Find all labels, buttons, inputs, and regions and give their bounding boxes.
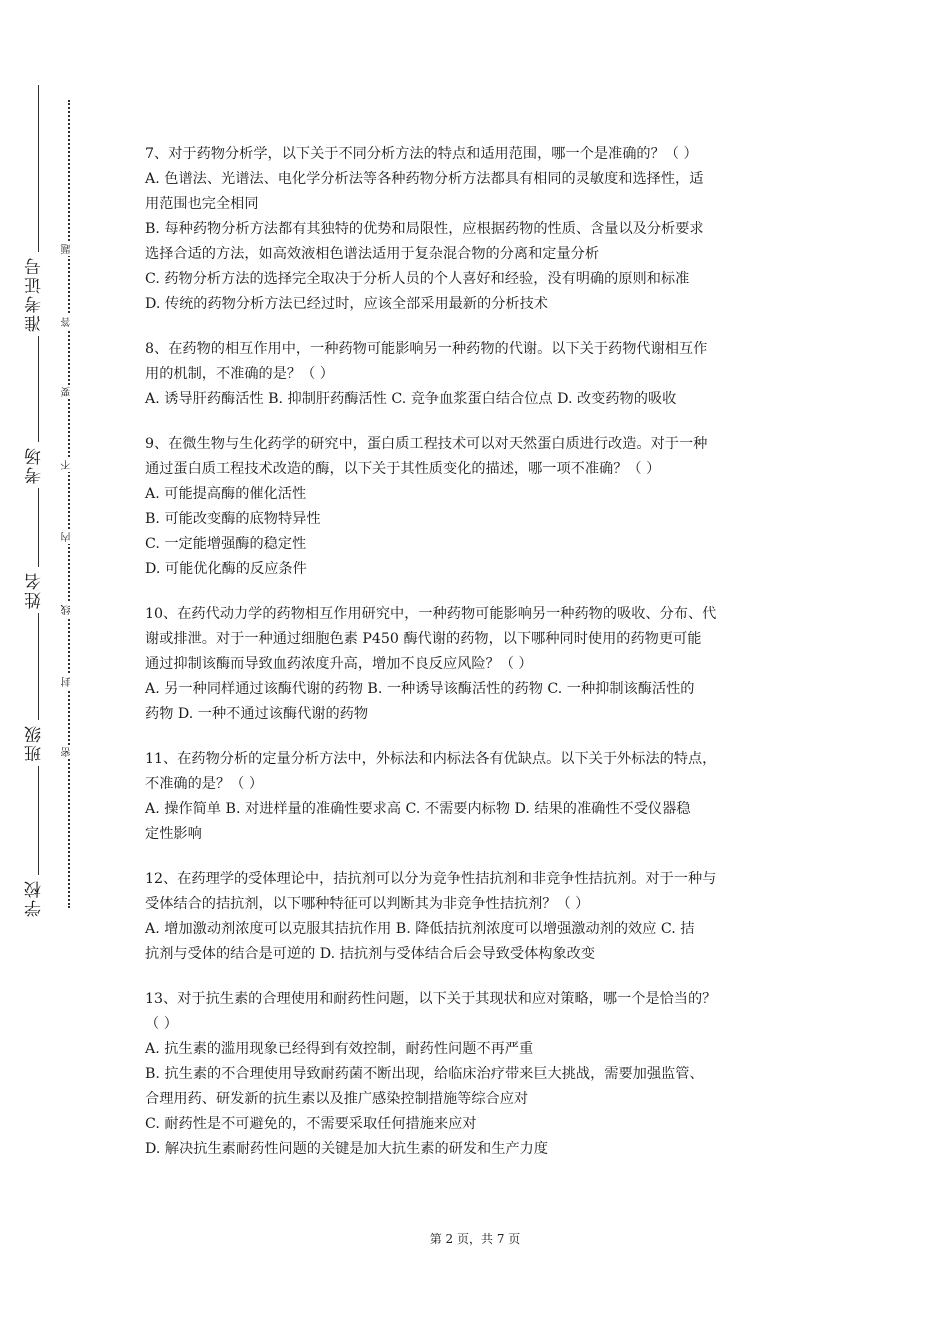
option-line: D. 可能优化酶的反应条件 bbox=[145, 561, 307, 577]
question-9 bbox=[145, 432, 810, 582]
question-7 bbox=[145, 142, 810, 317]
label-exam-id: 准考证号 bbox=[22, 252, 54, 336]
option-line: D. 传统的药物分析方法已经过时，应该全部采用最新的分析技术 bbox=[145, 296, 548, 312]
question-10 bbox=[145, 602, 810, 727]
question-8 bbox=[145, 337, 810, 412]
option-line: A. 操作简单 B. 对进样量的准确性要求高 C. 不需要内标物 D. 结果的准确性不受仪器稳 bbox=[145, 801, 691, 817]
question-line: 12、在药理学的受体理论中，拮抗剂可以分为竞争性拮抗剂和非竞争性拮抗剂。对于一种与 bbox=[145, 871, 717, 887]
option-line: B. 每种药物分析方法都有其独特的优势和局限性，应根据药物的性质、含量以及分析要求 bbox=[145, 221, 704, 237]
seal-char: 密 bbox=[60, 745, 78, 759]
label-school: 学校 bbox=[22, 875, 54, 921]
binding-solid-line bbox=[38, 85, 39, 903]
option-line: 定性影响 bbox=[145, 826, 202, 842]
label-class: 班级 bbox=[22, 720, 54, 766]
question-line: （ ） bbox=[145, 1016, 178, 1032]
question-13 bbox=[145, 987, 810, 1162]
seal-char: 线 bbox=[60, 603, 78, 617]
question-11 bbox=[145, 747, 810, 847]
option-line: A. 诱导肝药酶活性 B. 抑制肝药酶活性 C. 竞争血浆蛋白结合位点 D. 改变药物的吸收 bbox=[145, 391, 677, 407]
question-line: 不准确的是？（ ） bbox=[145, 776, 264, 792]
question-line: 用的机制，不准确的是？（ ） bbox=[145, 366, 334, 382]
option-line: 抗剂与受体的结合是可逆的 D. 拮抗剂与受体结合后会导致受体构象改变 bbox=[145, 946, 596, 962]
question-line: 受体结合的拮抗剂，以下哪种特征可以判断其为非竞争性拮抗剂？（ ） bbox=[145, 896, 590, 912]
question-line: 通过抑制该酶而导致血药浓度升高，增加不良反应风险？（ ） bbox=[145, 656, 533, 672]
option-line: A. 可能提高酶的催化活性 bbox=[145, 486, 307, 502]
question-12 bbox=[145, 867, 810, 967]
page-footer: 第 2 页，共 7 页 bbox=[429, 1232, 521, 1246]
option-line: C. 一定能增强酶的稳定性 bbox=[145, 536, 307, 552]
question-line: 10、在药代动力学的药物相互作用研究中，一种药物可能影响另一种药物的吸收、分布、代 bbox=[145, 606, 717, 622]
label-exam-room: 考场 bbox=[22, 442, 54, 488]
seal-char: 不 bbox=[60, 458, 78, 472]
option-line: D. 解决抗生素耐药性问题的关键是加大抗生素的研发和生产力度 bbox=[145, 1141, 548, 1157]
question-line: 13、对于抗生素的合理使用和耐药性问题，以下关于其现状和应对策略，哪一个是恰当的？ bbox=[145, 991, 717, 1007]
seal-char: 内 bbox=[60, 530, 78, 544]
label-name: 姓名 bbox=[22, 567, 54, 613]
option-line: C. 耐药性是不可避免的，不需要采取任何措施来应对 bbox=[145, 1116, 477, 1132]
option-line: A. 色谱法、光谱法、电化学分析法等各种药物分析方法都具有相同的灵敏度和选择性，适 bbox=[145, 171, 704, 187]
option-line: 合理用药、研发新的抗生素以及推广感染控制措施等综合应对 bbox=[145, 1091, 529, 1107]
option-line: 选择合适的方法，如高效液相色谱法适用于复杂混合物的分离和定量分析 bbox=[145, 246, 600, 262]
question-line: 9、在微生物与生化药学的研究中，蛋白质工程技术可以对天然蛋白质进行改造。对于一种 bbox=[145, 436, 708, 452]
binding-dotted-line bbox=[68, 100, 70, 908]
option-line: 用范围也完全相同 bbox=[145, 196, 259, 212]
question-line: 通过蛋白质工程技术改造的酶，以下关于其性质变化的描述，哪一项不准确？（ ） bbox=[145, 461, 661, 477]
question-line: 7、对于药物分析学，以下关于不同分析方法的特点和适用范围，哪一个是准确的？（ ） bbox=[145, 146, 698, 162]
option-line: C. 药物分析方法的选择完全取决于分析人员的个人喜好和经验，没有明确的原则和标准 bbox=[145, 271, 690, 287]
seal-char: 封 bbox=[60, 675, 78, 689]
question-list bbox=[145, 142, 810, 1182]
seal-char: 要 bbox=[60, 385, 78, 399]
seal-char: 题 bbox=[60, 242, 78, 256]
option-line: A. 另一种同样通过该酶代谢的药物 B. 一种诱导该酶活性的药物 C. 一种抑制该酶活性的 bbox=[145, 681, 695, 697]
option-line: 药物 D. 一种不通过该酶代谢的药物 bbox=[145, 706, 369, 722]
option-line: B. 可能改变酶的底物特异性 bbox=[145, 511, 321, 527]
option-line: B. 抗生素的不合理使用导致耐药菌不断出现，给临床治疗带来巨大挑战，需要加强监管、 bbox=[145, 1066, 704, 1082]
option-line: A. 抗生素的滥用现象已经得到有效控制，耐药性问题不再严重 bbox=[145, 1041, 534, 1057]
seal-char: 答 bbox=[60, 315, 78, 329]
question-line: 11、在药物分析的定量分析方法中，外标法和内标法各有优缺点。以下关于外标法的特点， bbox=[145, 751, 717, 767]
question-line: 谢或排泄。对于一种通过细胞色素 P450 酶代谢的药物，以下哪种同时使用的药物更可能 bbox=[145, 631, 702, 647]
option-line: A. 增加激动剂浓度可以克服其拮抗作用 B. 降低拮抗剂浓度可以增强激动剂的效应 C. 拮 bbox=[145, 921, 695, 937]
question-line: 8、在药物的相互作用中，一种药物可能影响另一种药物的代谢。以下关于药物代谢相互作 bbox=[145, 341, 708, 357]
binding-margin bbox=[0, 0, 110, 1344]
